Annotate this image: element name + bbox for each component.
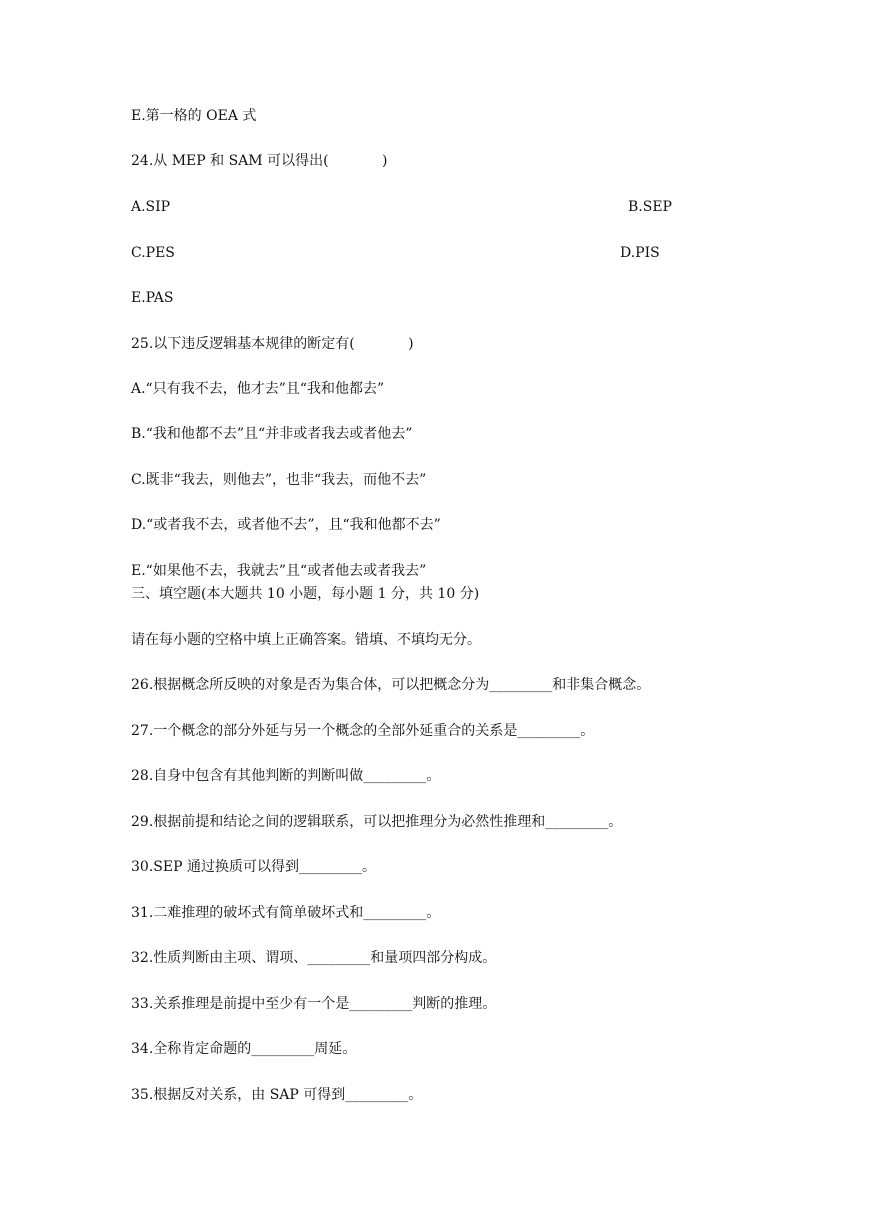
q24-option-c: C.PES — [131, 245, 175, 261]
q25-stem: 25.以下违反逻辑基本规律的断定有( ) — [131, 336, 414, 352]
section-title: 三、填空题(本大题共 10 小题，每小题 1 分，共 10 分) — [131, 586, 480, 602]
q24-stem: 24.从 MEP 和 SAM 可以得出( ) — [131, 153, 388, 169]
fill-blank-question: 26.根据概念所反映的对象是否为集合体，可以把概念分为_________和非集合概念。 — [131, 677, 651, 693]
fill-blank-question: 29.根据前提和结论之间的逻辑联系，可以把推理分为必然性推理和_________。 — [131, 814, 623, 830]
section-instruction: 请在每小题的空格中填上正确答案。错填、不填均无分。 — [131, 632, 481, 648]
fill-blank-question: 28.自身中包含有其他判断的判断叫做_________。 — [131, 768, 441, 784]
q24-option-d: D.PIS — [620, 245, 660, 261]
q24-option-a: A.SIP — [131, 199, 171, 215]
fill-blank-question: 35.根据反对关系，由 SAP 可得到_________。 — [131, 1087, 423, 1103]
fill-blank-question: 34.全称肯定命题的_________周延。 — [131, 1041, 357, 1057]
q24-option-e: E.PAS — [131, 290, 174, 306]
fill-blank-question: 27.一个概念的部分外延与另一个概念的全部外延重合的关系是_________。 — [131, 723, 595, 739]
fill-blank-question: 31.二难推理的破坏式有简单破坏式和_________。 — [131, 905, 441, 921]
fill-blank-question: 33.关系推理是前提中至少有一个是_________判断的推理。 — [131, 996, 497, 1012]
fill-blank-question: 30.SEP 通过换质可以得到_________。 — [131, 859, 376, 875]
q25-option-d: D.“或者我不去，或者他不去”，且“我和他都不去” — [131, 517, 441, 533]
q24-option-b: B.SEP — [628, 199, 672, 215]
fill-blank-question: 32.性质判断由主项、谓项、_________和量项四部分构成。 — [131, 950, 497, 966]
q25-option-b: B.“我和他都不去”且“并非或者我去或者他去” — [131, 426, 413, 442]
q25-option-c: C.既非“我去，则他去”，也非“我去，而他不去” — [131, 472, 427, 488]
q25-option-a: A.“只有我不去，他才去”且“我和他都去” — [131, 381, 385, 397]
q25-option-e: E.“如果他不去，我就去”且“或者他去或者我去” — [131, 563, 427, 579]
q23-option-e: E.第一格的 OEA 式 — [131, 108, 257, 124]
